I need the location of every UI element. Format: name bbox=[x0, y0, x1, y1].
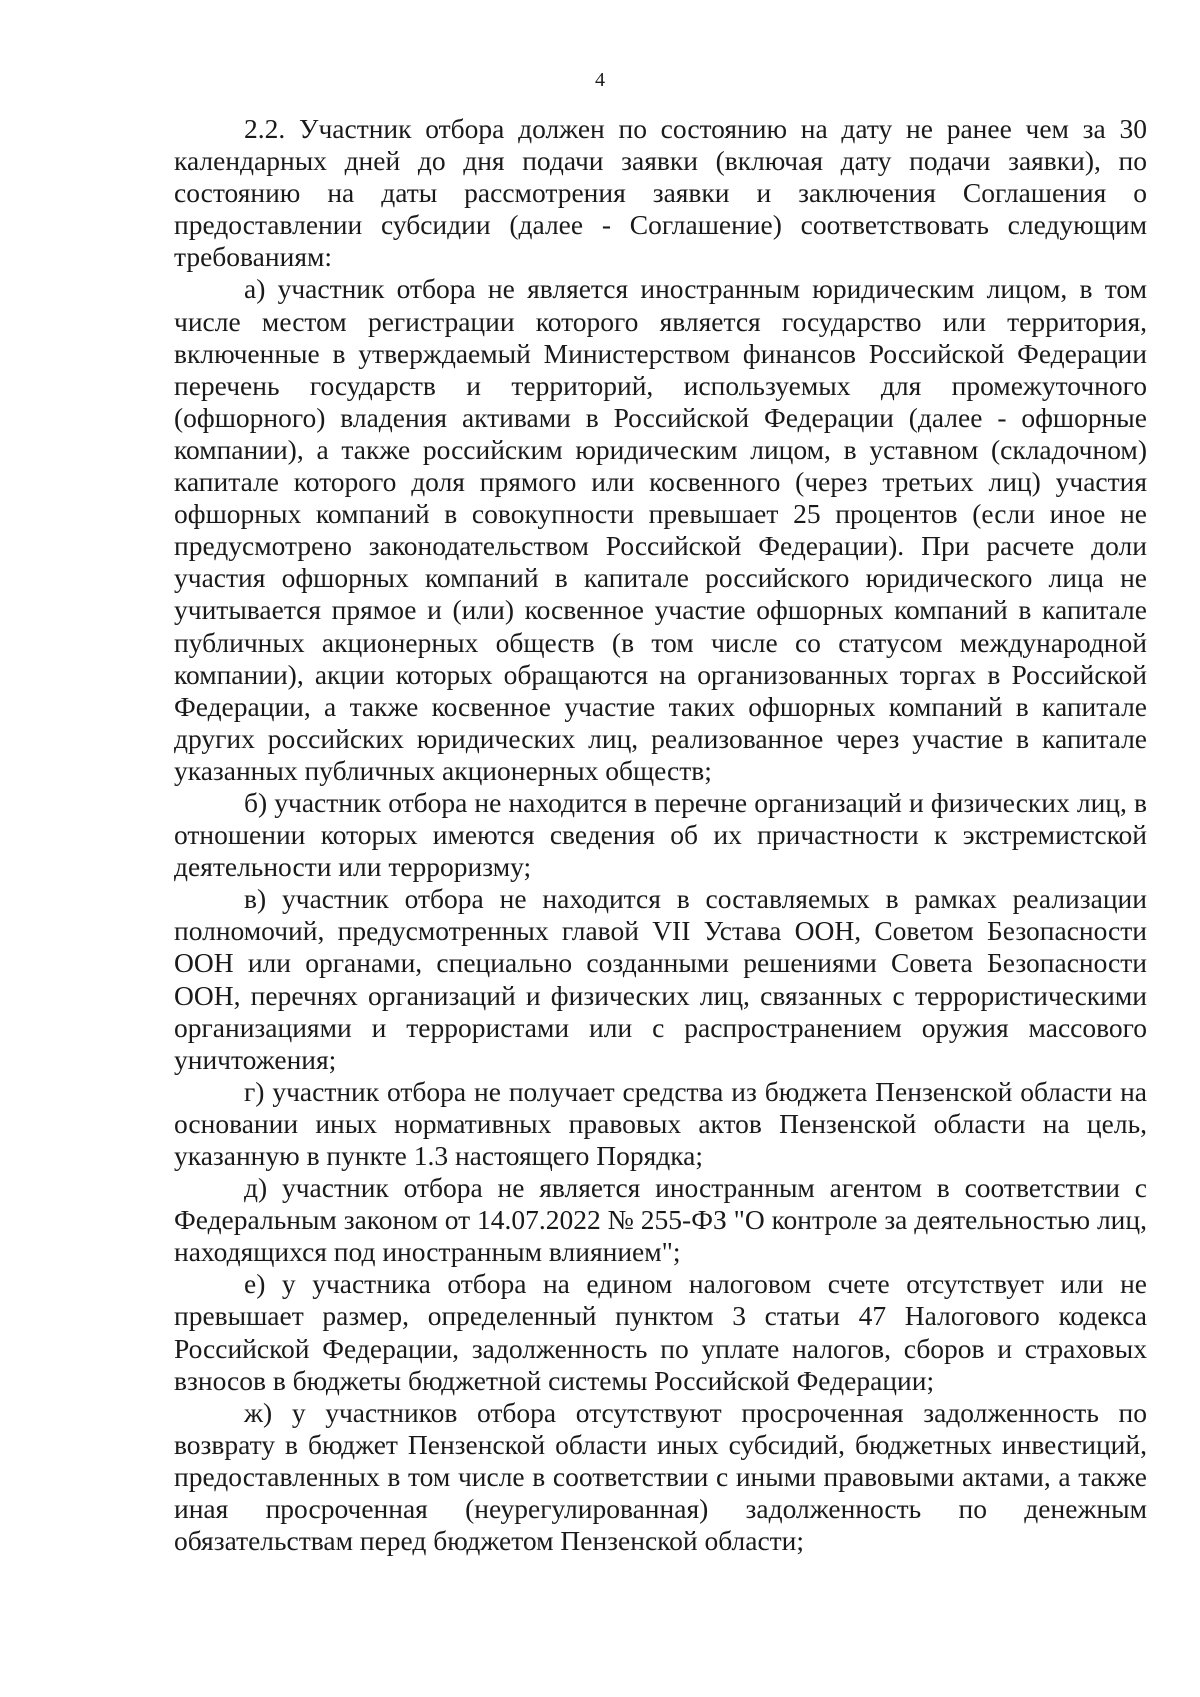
paragraph-item-a: а) участник отбора не является иностранным юридическим лицом, в том числе местом регистрации которого является государство или территория, включенные в утверждаемый Министерством финансов Российской Федерации перечень государств и территорий, используемых для промежуточного (офшорного) владения активами в Российской Федерации (далее - офшорные компании), а также российским юридическим лицом, в уставном (складочном) капитале которого доля прямого или косвенного (через третьих лиц) участия офшорных компаний в совокупности превышает 25 процентов (если иное не предусмотрено законодательством Российской Федерации). При расчете доли участия офшорных компаний в капитале российского юридического лица не учитывается прямое и (или) косвенное участие офшорных компаний в капитале публичных акционерных обществ (в том числе со статусом международной компании), акции которых обращаются на организованных торгах в Российской Федерации, а также косвенное участие таких офшорных компаний в капитале других российских юридических лиц, реализованное через участие в капитале указанных публичных акционерных обществ; bbox=[174, 273, 1147, 786]
document-body bbox=[174, 113, 1147, 1557]
paragraph-item-e: е) у участника отбора на едином налоговом счете отсутствует или не превышает размер, определенный пунктом 3 статьи 47 Налогового кодекса Российской Федерации, задолженность по уплате налогов, сборов и страховых взносов в бюджеты бюджетной системы Российской Федерации; bbox=[174, 1268, 1147, 1396]
paragraph-item-v: в) участник отбора не находится в составляемых в рамках реализации полномочий, предусмотренных главой VII Устава ООН, Советом Безопасности ООН или органами, специально созданными решениями Совета Безопасности ООН, перечнях организаций и физических лиц, связанных с террористическими организациями и террористами или с распространением оружия массового уничтожения; bbox=[174, 883, 1147, 1075]
paragraph-item-g: г) участник отбора не получает средства из бюджета Пензенской области на основании иных нормативных правовых актов Пензенской области на цель, указанную в пункте 1.3 настоящего Порядка; bbox=[174, 1075, 1147, 1171]
page-number: 4 bbox=[595, 69, 605, 91]
paragraph-item-zh: ж) у участников отбора отсутствуют просроченная задолженность по возврату в бюджет Пензенской области иных субсидий, бюджетных инвестиций, предоставленных в том числе в соответствии с иными правовыми актами, а также иная просроченная (неурегулированная) задолженность по денежным обязательствам перед бюджетом Пензенской области; bbox=[174, 1396, 1147, 1557]
paragraph-item-b: б) участник отбора не находится в перечне организаций и физических лиц, в отношении которых имеются сведения об их причастности к экстремистской деятельности или терроризму; bbox=[174, 786, 1147, 883]
paragraph-2-2: 2.2. Участник отбора должен по состоянию на дату не ранее чем за 30 календарных дней до дня подачи заявки (включая дату подачи заявки), по состоянию на даты рассмотрения заявки и заключения Соглашения о предоставлении субсидии (далее - Соглашение) соответствовать следующим требованиям: bbox=[174, 113, 1147, 273]
paragraph-item-d: д) участник отбора не является иностранным агентом в соответствии с Федеральным законом от 14.07.2022 № 255-ФЗ "О контроле за деятельностью лиц, находящихся под иностранным влиянием"; bbox=[174, 1172, 1147, 1268]
